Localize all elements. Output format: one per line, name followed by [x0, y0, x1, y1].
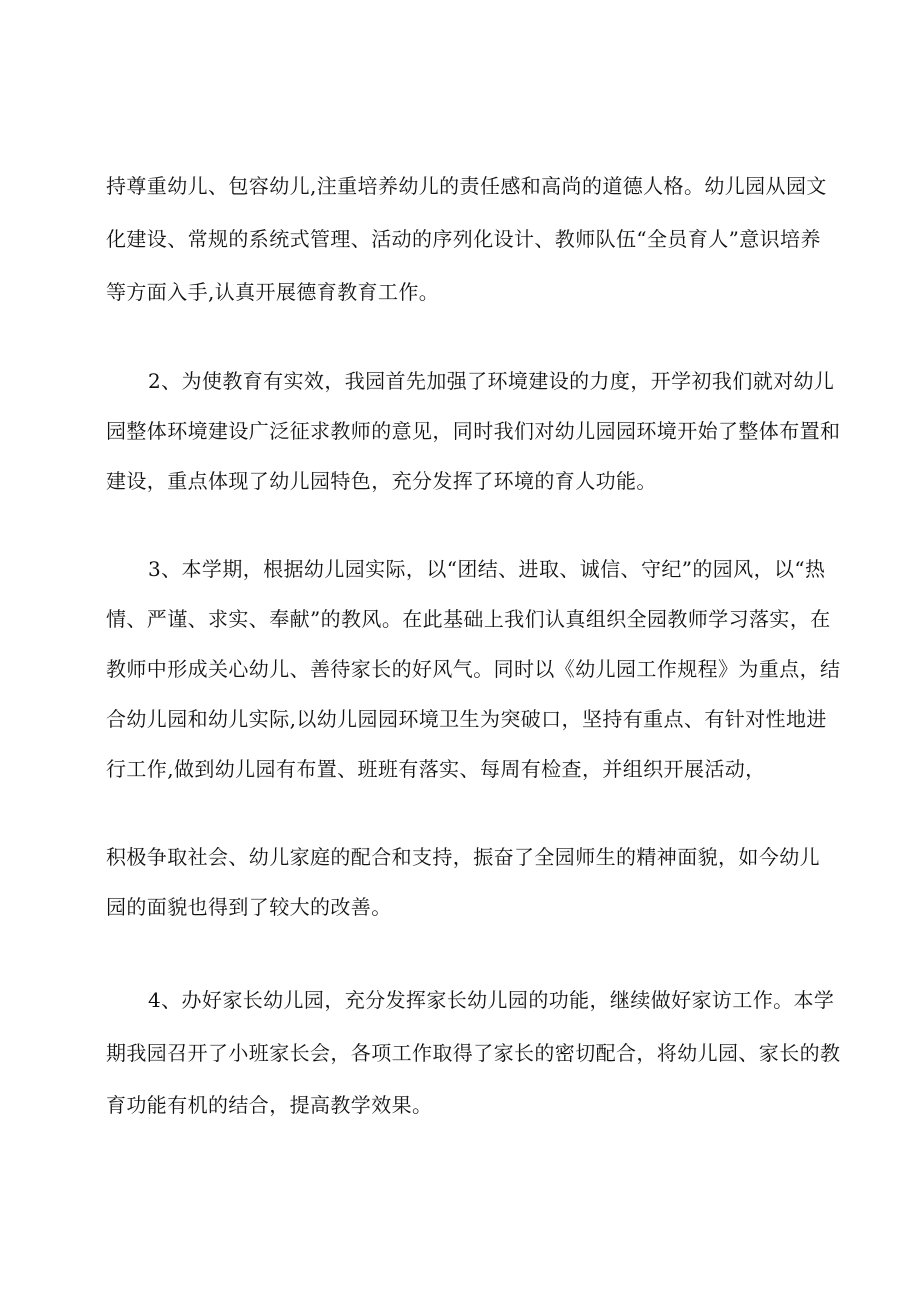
- paragraph-2-line-2: 园整体环境建设广泛征求教师的意见，同时我们对幼儿园园环境开始了整体布置和: [106, 419, 841, 443]
- paragraph-3-line-1: 3、本学期，根据幼儿园实际，以“团结、进取、诚信、守纪”的园风，以“热: [148, 557, 826, 581]
- paragraph-1-line-3: 等方面入手,认真开展德育教育工作。: [106, 280, 440, 304]
- paragraph-2-line-3: 建设，重点体现了幼儿园特色，充分发挥了环境的育人功能。: [106, 469, 657, 493]
- paragraph-3-line-5: 行工作,做到幼儿园有布置、班班有落实、每周有检查，并组织开展活动，: [106, 757, 766, 781]
- paragraph-5-line-3: 育功能有机的结合，提高教学效果。: [106, 1093, 433, 1117]
- paragraph-2-line-1: 2、为使教育有实效，我园首先加强了环境建设的力度，开学初我们就对幼儿: [148, 369, 835, 393]
- paragraph-1-line-2: 化建设、常规的系统式管理、活动的序列化设计、教师队伍“全员育人”意识培养: [106, 227, 821, 251]
- paragraph-4-line-2: 园的面貌也得到了较大的改善。: [106, 895, 392, 919]
- paragraph-5-line-2: 期我园召开了小班家长会，各项工作取得了家长的密切配合，将幼儿园、家长的教: [106, 1041, 841, 1065]
- paragraph-3-line-4: 合幼儿园和幼儿实际,以幼儿园园环境卫生为突破口，坚持有重点、有针对性地进: [106, 707, 827, 731]
- paragraph-3-line-2: 情、严谨、求实、奉献”的教风。在此基础上我们认真组织全园教师学习落实，在: [106, 607, 831, 631]
- paragraph-3-line-3: 教师中形成关心幼儿、善待家长的好风气。同时以《幼儿园工作规程》为重点，结: [106, 657, 841, 681]
- paragraph-4-line-1: 积极争取社会、幼儿家庭的配合和支持，振奋了全园师生的精神面貌，如今幼儿: [106, 845, 820, 869]
- paragraph-5-line-1: 4、办好家长幼儿园，充分发挥家长幼儿园的功能，继续做好家访工作。本学: [148, 988, 835, 1012]
- paragraph-1-line-1: 持尊重幼儿、包容幼儿,注重培养幼儿的责任感和高尚的道德人格。幼儿园从园文: [106, 174, 827, 198]
